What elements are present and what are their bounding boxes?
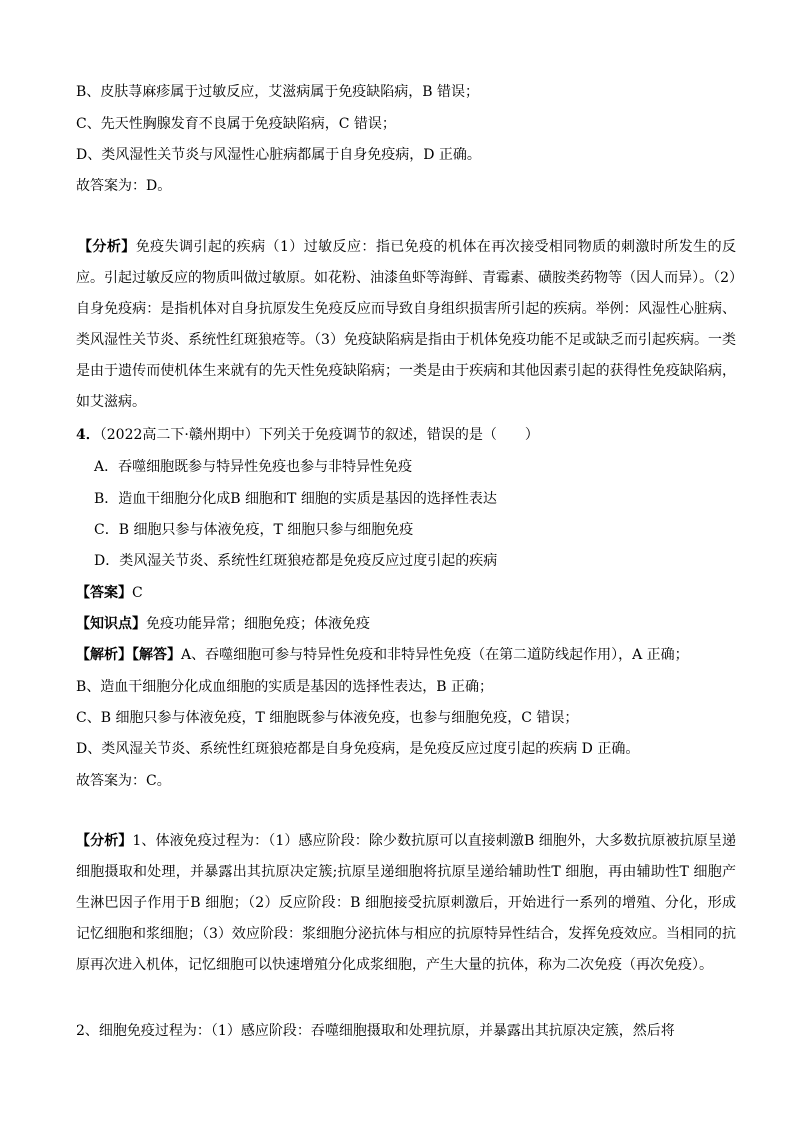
analysis2-last-line: 2、细胞免疫过程为：（1）感应阶段：吞噬细胞摄取和处理抗原，并暴露出其抗原决定簇，然后将 — [76, 1023, 675, 1039]
analysis2-label: 【分析】 — [76, 833, 133, 849]
knowledge-text: 免疫功能异常；细胞免疫；体液免疫 — [146, 616, 370, 632]
explain-line-d: D、类风湿关节炎、系统性红斑狼疮都是自身免疫病，是免疫反应过度引起的疾病 D 正确。 — [76, 741, 640, 757]
question-text: 下列关于免疫调节的叙述，错误的是（ ） — [258, 427, 539, 443]
option-c: C．B 细胞只参与体液免疫，T 细胞只参与细胞免疫 — [94, 522, 414, 538]
top-line-b: B、皮肤荨麻疹属于过敏反应，艾滋病属于免疫缺陷病，B 错误； — [76, 84, 480, 100]
explain-text-a: A、吞噬细胞可参与特异性免疫和非特异性免疫（在第二道防线起作用），A 正确； — [181, 647, 689, 663]
option-b: B．造血干细胞分化成B 细胞和T 细胞的实质是基因的选择性表达 — [94, 491, 497, 507]
top-line-d: D、类风湿性关节炎与风湿性心脏病都属于自身免疫病，D 正确。 — [76, 147, 481, 163]
answer-value: C — [132, 585, 143, 601]
knowledge-line — [76, 614, 734, 634]
option-a: A．吞噬细胞既参与特异性免疫也参与非特异性免疫 — [94, 459, 413, 475]
explain-label: 【解析】【解答】 — [76, 647, 181, 663]
analysis-paragraph-1 — [76, 232, 736, 418]
knowledge-label: 【知识点】 — [76, 616, 146, 632]
question-number: 4． — [76, 427, 100, 443]
explain-line-c: C、B 细胞只参与体液免疫，T 细胞既参与体液免疫，也参与细胞免疫，C 错误； — [76, 710, 579, 726]
question-4-stem — [76, 425, 734, 445]
analysis-text: 免疫失调引起的疾病（1）过敏反应：指已免疫的机体在再次接受相同物质的刺激时所发生的反应。引起过敏反应的物质叫做过敏原。如花粉、油漆鱼虾等海鲜、青霉素、磺胺类药物等（因人而异）。（2）自身免疫病：是指机体对自身抗原发生免疫反应而导致自身组织损害所引起的疾病。举例：风湿性心脏病、类风湿性关节炎、系统性红斑狼疮等。（3）免疫缺陷病是指由于机体免疫功能不足或缺乏而引起疾病。一类是由于遗传而使机体生来就有的先天性免疫缺陷病；一类是由于疾病和其他因素引起的获得性免疫缺陷病，如艾滋病。 — [76, 239, 737, 410]
explain-line-b: B、造血干细胞分化成血细胞的实质是基因的选择性表达，B 正确； — [76, 679, 494, 695]
answer-label: 【答案】 — [76, 585, 132, 601]
analysis-paragraph-2 — [76, 826, 736, 981]
option-d: D．类风湿关节炎、系统性红斑狼疮都是免疫反应过度引起的疾病 — [94, 553, 498, 569]
answer-line — [76, 583, 734, 603]
question-source: （2022高二下·赣州期中） — [99, 427, 259, 443]
analysis-label: 【分析】 — [78, 239, 136, 255]
analysis2-text: 1、体液免疫过程为：（1）感应阶段：除少数抗原可以直接刺激B 细胞外，大多数抗原被抗原呈递细胞摄取和处理，并暴露出其抗原决定簇;抗原呈递细胞将抗原呈递给辅助性T 细胞，再由辅助性T 细胞产生淋巴因子作用于B 细胞；（2）反应阶段：B 细胞接受抗原刺激后，开始进行一系列的增殖、分化，形成记忆细胞和浆细胞；（3）效应阶段：浆细胞分泌抗体与相应的抗原特异性结合，发挥免疫效应。当相同的抗原再次进入机体，记忆细胞可以快速增殖分化成浆细胞，产生大量的抗体，称为二次免疫（再次免疫）。 — [76, 833, 737, 973]
top-answer-line: 故答案为：D。 — [76, 178, 172, 194]
top-line-c: C、先天性胸腺发育不良属于免疫缺陷病，C 错误； — [76, 116, 396, 132]
explain-line-a — [76, 645, 734, 665]
explain-answer-line: 故答案为：C。 — [76, 773, 171, 789]
